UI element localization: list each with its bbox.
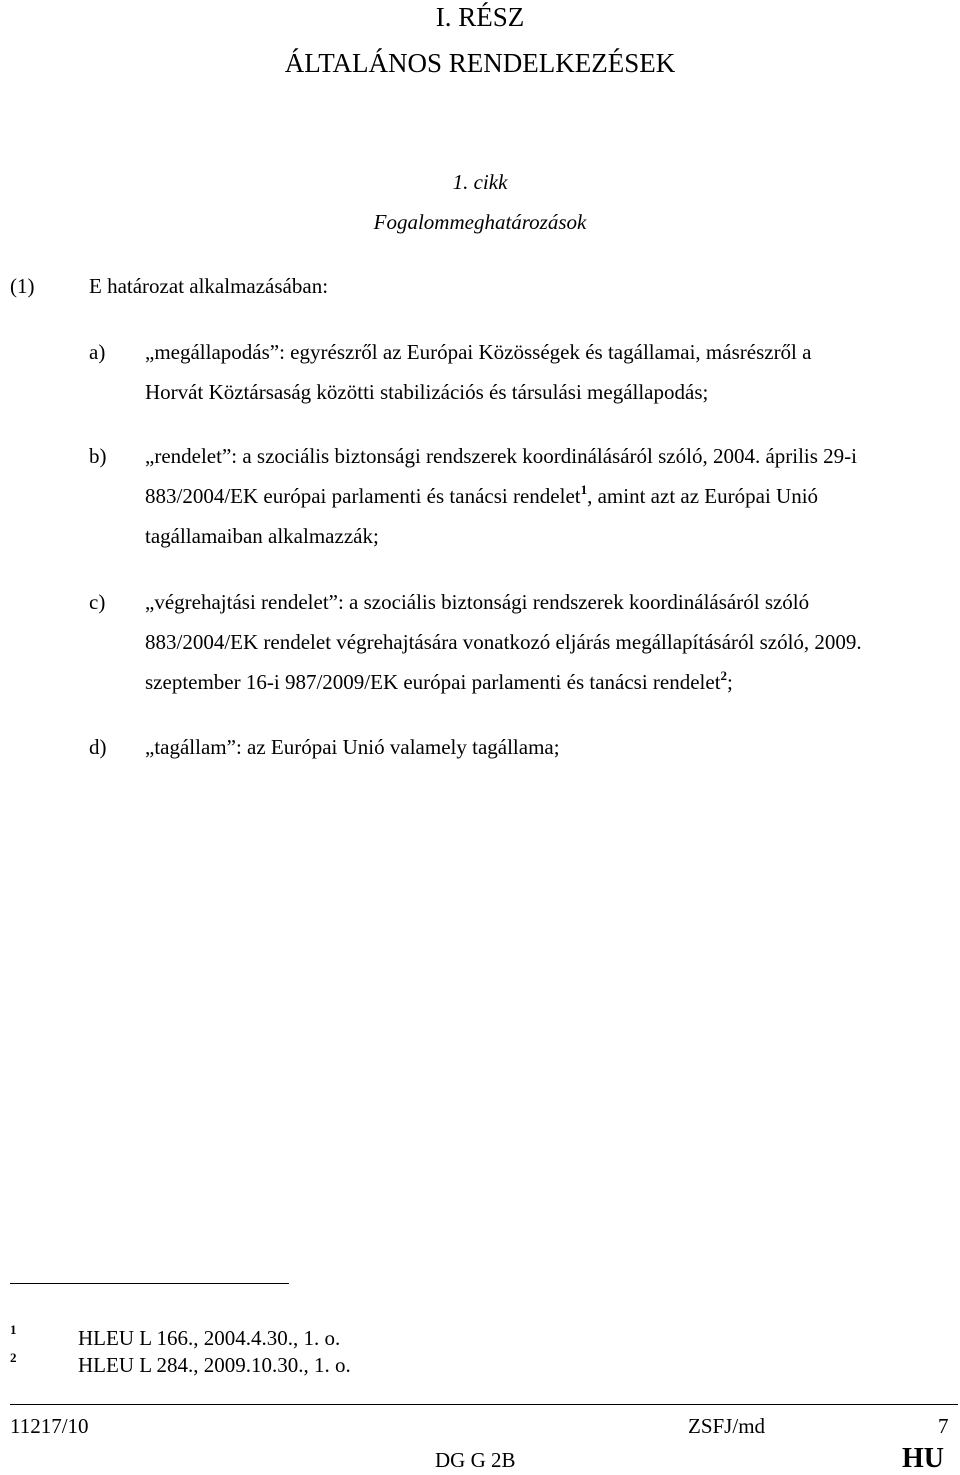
item-text-line: „tagállam”: az Európai Unió valamely tagállama; — [145, 735, 560, 759]
part-subtitle: ÁLTALÁNOS RENDELKEZÉSEK — [284, 48, 676, 78]
footer-doc-number: 11217/10 — [10, 1414, 89, 1438]
item-text-segment: 883/2004/EK európai parlamenti és tanácsi rendelet — [145, 484, 581, 508]
article-title: Fogalommeghatározások — [373, 210, 587, 234]
footer-page-number: 7 — [938, 1414, 949, 1438]
item-label: b) — [89, 444, 107, 468]
footnote-text: HLEU L 166., 2004.4.30., 1. o. — [78, 1326, 341, 1350]
item-label: a) — [89, 340, 106, 364]
footnote-mark: 2 — [10, 1350, 17, 1365]
footer-author: ZSFJ/md — [688, 1414, 766, 1438]
item-text-line: Horvát Köztársaság közötti stabilizációs és társulási megállapodás; — [145, 380, 709, 404]
footnote-ref: 2 — [720, 668, 728, 683]
item-text-line — [145, 670, 733, 695]
item-label: d) — [89, 735, 107, 759]
footnote-mark: 1 — [10, 1322, 17, 1337]
item-text-line: 883/2004/EK rendelet végrehajtására vonatkozó eljárás megállapításáról szóló, 2009. — [145, 630, 862, 654]
footnote-separator — [10, 1283, 289, 1284]
part-title: I. RÉSZ — [435, 2, 525, 32]
item-text-segment: szeptember 16-i 987/2009/EK európai parlamenti és tanácsi rendelet — [145, 670, 721, 694]
footnote-text: HLEU L 284., 2009.10.30., 1. o. — [78, 1353, 351, 1377]
paragraph-intro: E határozat alkalmazásában: — [89, 274, 329, 298]
item-text-line: „végrehajtási rendelet”: a szociális biztonsági rendszerek koordinálásáról szóló — [145, 590, 810, 614]
footer-rule — [10, 1404, 958, 1405]
item-text-line: tagállamaiban alkalmazzák; — [145, 524, 379, 548]
article-number: 1. cikk — [452, 170, 508, 194]
item-text-line: „rendelet”: a szociális biztonsági rendszerek koordinálásáról szóló, 2004. április 29-i — [145, 444, 858, 468]
item-text-line — [145, 484, 818, 509]
item-label: c) — [89, 590, 106, 614]
paragraph-number: (1) — [10, 274, 35, 298]
item-text-segment: ; — [727, 670, 733, 694]
item-text-line: „megállapodás”: egyrészről az Európai Közösségek és tagállamai, másrészről a — [145, 340, 812, 364]
footer-dept: DG G 2B — [435, 1448, 516, 1472]
footnote-ref: 1 — [580, 482, 588, 497]
footer-language: HU — [902, 1443, 944, 1474]
item-text-segment: , amint azt az Európai Unió — [587, 484, 819, 508]
